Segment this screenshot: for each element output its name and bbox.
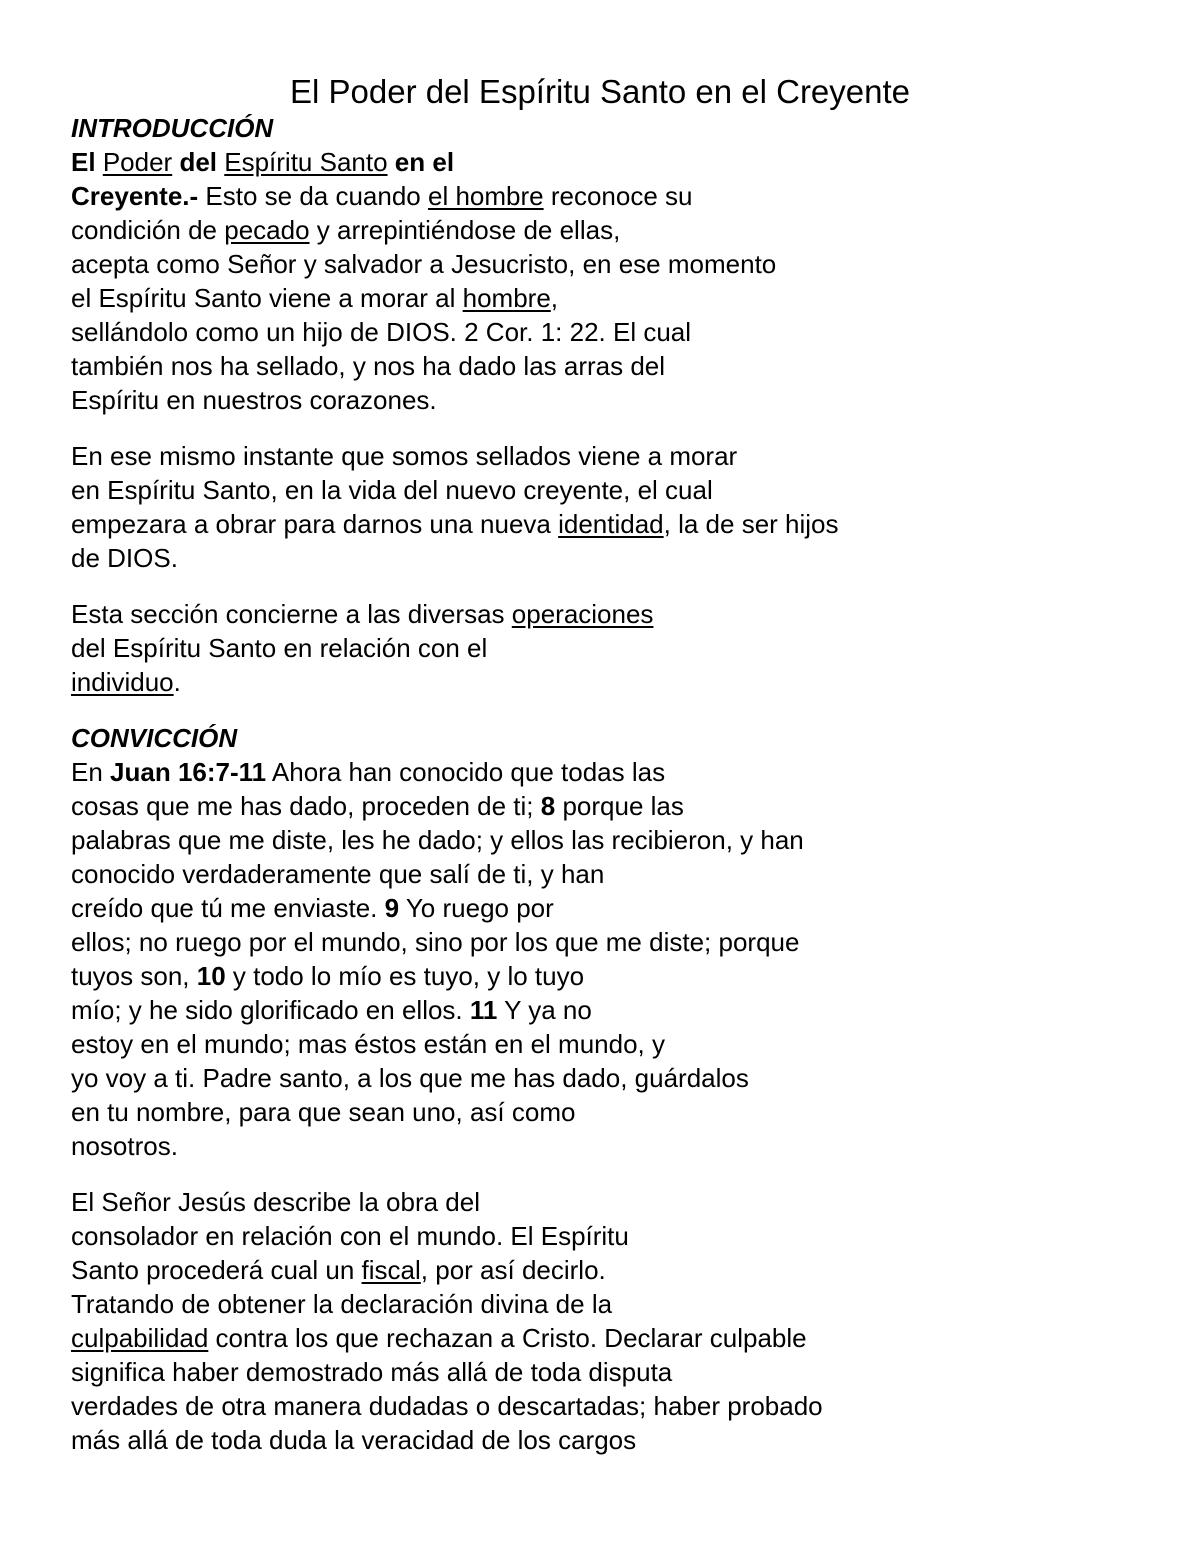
text-line: nosotros. (71, 1131, 178, 1161)
text-run: Esta sección concierne a las diversas (71, 599, 512, 629)
underlined-term: Poder (102, 147, 173, 177)
verse-number: 10 (196, 961, 226, 991)
text-line (71, 213, 1181, 247)
text-line (71, 597, 1181, 631)
text-line: En ese mismo instante que somos sellados viene a morar (71, 441, 738, 471)
text-line (71, 789, 1181, 823)
text-run: , por así decirlo. (420, 1255, 606, 1285)
section-heading-introduccion: INTRODUCCIÓN (71, 113, 274, 143)
text-line: sellándolo como un hijo de DIOS. 2 Cor. 1: 22. El cual (71, 317, 692, 347)
text-line: El Señor Jesús describe la obra del (71, 1187, 481, 1217)
text-run: y todo lo mío es tuyo, y lo tuyo (225, 961, 585, 991)
section-heading-conviccion: CONVICCIÓN (71, 723, 238, 753)
underlined-term: operaciones (511, 599, 654, 629)
text-line (71, 755, 1181, 789)
paragraph-gap (71, 1163, 1181, 1185)
text-run: contra los que rechazan a Cristo. Declarar culpable (208, 1323, 807, 1353)
text-run: Yo ruego por (399, 893, 554, 923)
text-line: estoy en el mundo; mas éstos están en el mundo, y (71, 1029, 666, 1059)
paragraph-gap (71, 417, 1181, 439)
text-line (71, 993, 1181, 1027)
text-line: palabras que me diste, les he dado; y ellos las recibieron, y han (71, 825, 804, 855)
text-run: empezara a obrar para darnos una nueva (71, 509, 559, 539)
text-line (71, 507, 1181, 541)
text-line: Tratando de obtener la declaración divina de la (71, 1289, 613, 1319)
text-line: más allá de toda duda la veracidad de los cargos (71, 1425, 637, 1455)
text-run: porque las (555, 791, 684, 821)
text-line: ellos; no ruego por el mundo, sino por los que me diste; porque (71, 927, 800, 957)
text-line: en tu nombre, para que sean uno, así como (71, 1097, 576, 1127)
text-line: verdades de otra manera dudadas o descartadas; haber probado (71, 1391, 823, 1421)
text-line: acepta como Señor y salvador a Jesucristo, en ese momento (71, 249, 777, 279)
text-line: conocido verdaderamente que salí de ti, y han (71, 859, 605, 889)
text-run: condición de (71, 215, 225, 245)
text-run: Ahora han conocido que todas las (266, 757, 666, 787)
bold-text: El (71, 147, 96, 177)
text-line: consolador en relación con el mundo. El Espíritu (71, 1221, 629, 1251)
text-run: reconoce su (543, 181, 693, 211)
document-body (71, 111, 1181, 1457)
text-line (71, 281, 1181, 315)
text-run: y arrepintiéndose de ellas, (309, 215, 621, 245)
bold-text: en el (394, 147, 455, 177)
page-title: El Poder del Espíritu Santo en el Creyente (289, 73, 911, 110)
text-line: del Espíritu Santo en relación con el (71, 633, 488, 663)
text-line: significa haber demostrado más allá de toda disputa (71, 1357, 673, 1387)
bold-text: Creyente.- (71, 181, 199, 211)
text-line (71, 145, 1181, 179)
text-line: en Espíritu Santo, en la vida del nuevo creyente, el cual (71, 475, 713, 505)
underlined-term: el hombre (427, 181, 544, 211)
text-run: . (173, 667, 181, 697)
underlined-term: identidad (558, 509, 664, 539)
text-run: En (71, 757, 111, 787)
text-line (71, 1253, 1181, 1287)
underlined-term: pecado (224, 215, 310, 245)
verse-number: 11 (469, 995, 498, 1025)
text-run: tuyos son, (71, 961, 197, 991)
text-run: cosas que me has dado, proceden de ti; (71, 791, 541, 821)
text-line: también nos ha sellado, y nos ha dado las arras del (71, 351, 666, 381)
text-run: Esto se da cuando (198, 181, 428, 211)
text-run: , (550, 283, 559, 313)
text-line: de DIOS. (71, 543, 178, 573)
text-run: Y ya no (497, 995, 592, 1025)
text-run: Santo procederá cual un (71, 1255, 362, 1285)
underlined-term: hombre (462, 283, 551, 313)
underlined-term: Espíritu Santo (224, 147, 388, 177)
underlined-term: individuo (71, 667, 174, 697)
text-run: , la de ser hijos (663, 509, 839, 539)
bold-text: del (179, 147, 218, 177)
verse-number: 9 (384, 893, 400, 923)
text-line (71, 959, 1181, 993)
paragraph-gap (71, 699, 1181, 721)
text-line (71, 891, 1181, 925)
text-line (71, 179, 1181, 213)
text-line (71, 665, 1181, 699)
text-line (71, 1321, 1181, 1355)
text-run: el Espíritu Santo viene a morar al (71, 283, 463, 313)
paragraph-gap (71, 575, 1181, 597)
text-run: creído que tú me enviaste. (71, 893, 385, 923)
text-line: yo voy a ti. Padre santo, a los que me has dado, guárdalos (71, 1063, 749, 1093)
underlined-term: fiscal (361, 1255, 421, 1285)
underlined-term: culpabilidad (71, 1323, 209, 1353)
verse-number: 8 (540, 791, 556, 821)
text-run: mío; y he sido glorificado en ellos. (71, 995, 470, 1025)
verse-reference: Juan 16:7-11 (110, 757, 267, 787)
text-line: Espíritu en nuestros corazones. (71, 385, 437, 415)
